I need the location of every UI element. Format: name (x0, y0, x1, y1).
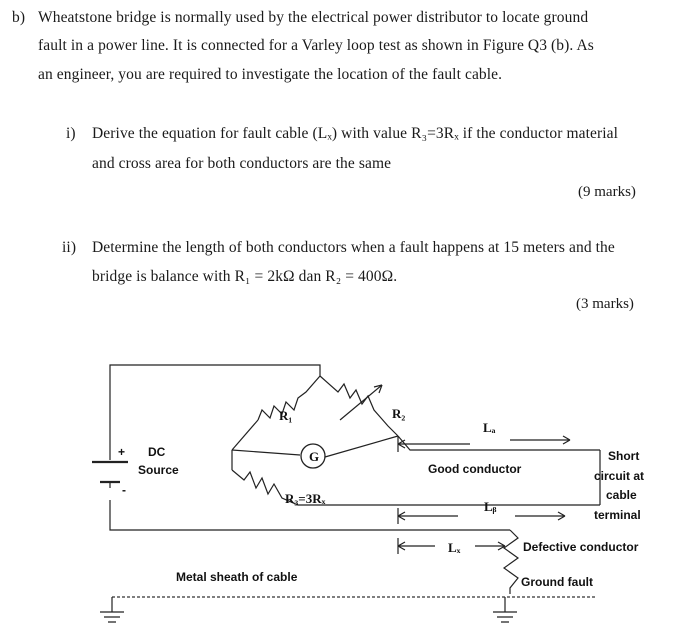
short-circuit-line-1: Short (608, 449, 640, 463)
good-conductor-label: Good conductor (428, 462, 522, 476)
short-circuit-line-4: terminal (594, 508, 641, 522)
intro-line-1: Wheatstone bridge is normally used by the electrical power distributor to locate ground (38, 9, 589, 26)
part-i-label: i) (66, 125, 76, 142)
right-ground-icon (493, 597, 517, 622)
minus-sign: - (122, 483, 126, 497)
ground-fault-label: Ground fault (521, 575, 593, 589)
la-label: Lₐ (483, 420, 496, 435)
short-circuit-line-3: cable (606, 488, 637, 502)
left-ground-icon (100, 597, 124, 622)
galvanometer-left-wire (232, 450, 300, 455)
part-i-line-1: Derive the equation for fault cable (Lₓ) with value R₃=3Rₓ if the conductor material (92, 125, 619, 142)
question-label: b) (12, 9, 26, 26)
short-circuit-line-2: circuit at (594, 469, 645, 483)
lx-right-arrow (475, 542, 505, 550)
part-ii-label: ii) (62, 239, 77, 256)
part-ii-line-1: Determine the length of both conductors when a fault happens at 15 meters and the (92, 239, 615, 256)
part-ii-line-2: bridge is balance with R₁ = 2kΩ dan R₂ = 400Ω. (92, 268, 398, 285)
lx-label: Lₓ (448, 540, 461, 555)
galvanometer-label: G (309, 449, 320, 464)
lb-label: Lᵦ (484, 499, 497, 514)
galvanometer-right-wire (325, 436, 398, 457)
r1-label: R₁ (279, 408, 293, 423)
part-i-line-2: and cross area for both conductors are the same (92, 155, 392, 172)
r2-resistor (320, 376, 398, 436)
intro-line-2: fault in a power line. It is connected for a Varley loop test as shown in Figure Q3 (b). As (38, 37, 594, 54)
part-i-marks: (9 marks) (578, 184, 636, 200)
la-left-arrow (398, 440, 470, 448)
defective-conductor-label: Defective conductor (523, 540, 639, 554)
lx-left-arrow (398, 542, 435, 550)
lb-right-arrow (515, 512, 565, 520)
plus-sign: + (118, 445, 126, 459)
lb-left-arrow (398, 512, 458, 520)
la-conductor (398, 436, 600, 450)
r2-label: R₂ (392, 406, 406, 421)
ground-fault-path (504, 530, 518, 594)
dc-label: DC (148, 445, 166, 459)
r3-label: R₃=3Rₓ (285, 491, 326, 506)
intro-line-3: an engineer, you are required to investigate the location of the fault cable. (38, 66, 503, 83)
bridge-left-upper-wire (232, 420, 258, 450)
la-right-arrow (510, 436, 570, 444)
part-ii-marks: (3 marks) (576, 296, 634, 312)
source-label: Source (138, 463, 179, 477)
metal-sheath-label: Metal sheath of cable (176, 570, 298, 584)
